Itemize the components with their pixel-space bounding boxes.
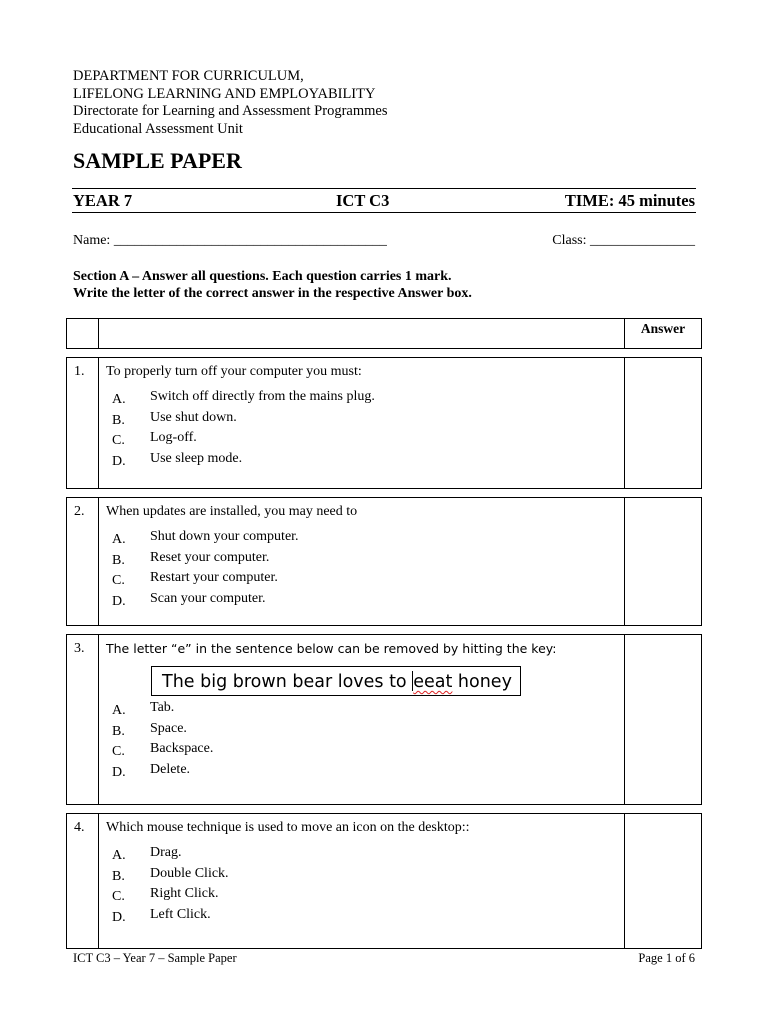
option-letter: C. — [112, 889, 125, 904]
options-list — [106, 700, 624, 782]
answer-header: Answer — [625, 319, 702, 349]
option-text: Drag. — [150, 845, 182, 860]
option-text: Switch off directly from the mains plug. — [150, 389, 375, 404]
option-item — [106, 570, 624, 591]
options-list — [106, 389, 624, 471]
table-header-row — [67, 319, 702, 349]
question-text: To properly turn off your computer you must: — [106, 364, 362, 379]
subject-label: ICT C3 — [336, 191, 390, 210]
option-item — [106, 845, 624, 866]
option-text: Space. — [150, 720, 187, 736]
page-title: SAMPLE PAPER — [73, 148, 242, 173]
option-item — [106, 886, 624, 907]
option-letter: A. — [112, 848, 126, 863]
section-line-2: Write the letter of the correct answer in the respective Answer box. — [73, 286, 472, 301]
option-item — [106, 451, 624, 472]
option-letter: D. — [112, 909, 126, 925]
exam-info-bar — [73, 191, 695, 211]
option-text: Double Click. — [150, 865, 229, 881]
question-cell — [99, 814, 625, 949]
header-line: DEPARTMENT FOR CURRICULUM, — [73, 68, 304, 84]
option-text: Delete. — [150, 761, 191, 777]
option-item — [106, 907, 624, 928]
sentence-text: honey — [452, 672, 512, 692]
option-text: Left Click. — [150, 906, 211, 922]
option-letter: B. — [112, 723, 125, 739]
header-line: Educational Assessment Unit — [73, 120, 243, 137]
question-cell — [99, 635, 625, 805]
answer-box[interactable] — [625, 814, 702, 949]
option-text: Tab. — [150, 700, 175, 715]
question-row — [67, 635, 702, 805]
question-number: 2. — [67, 498, 99, 626]
option-letter: A. — [112, 532, 126, 547]
row-gap — [67, 626, 702, 635]
question-cell — [99, 358, 625, 489]
option-letter: C. — [112, 433, 125, 448]
question-number: 3. — [67, 635, 99, 805]
header-line: LIFELONG LEARNING AND EMPLOYABILITY — [73, 85, 376, 102]
header-cell — [99, 319, 625, 349]
bottom-rule — [72, 212, 696, 213]
question-row — [67, 814, 702, 949]
option-letter: A. — [112, 392, 126, 407]
sentence-text: The big brown bear loves to — [162, 672, 413, 692]
question-row — [67, 358, 702, 489]
answer-box[interactable] — [625, 358, 702, 489]
row-gap — [67, 805, 702, 814]
name-field[interactable]: Name: _______________________________________ — [73, 233, 387, 248]
page-footer — [73, 951, 695, 967]
option-letter: D. — [112, 593, 126, 609]
option-item — [106, 550, 624, 571]
option-item — [106, 430, 624, 451]
footer-title: ICT C3 – Year 7 – Sample Paper — [73, 951, 237, 965]
option-text: Reset your computer. — [150, 549, 270, 565]
question-number: 4. — [67, 814, 99, 949]
header-line: Directorate for Learning and Assessment Programmes — [73, 103, 388, 119]
question-cell — [99, 498, 625, 626]
option-letter: A. — [112, 703, 126, 718]
option-item — [106, 529, 624, 550]
question-text: The letter “e” in the sentence below can be removed by hitting the key: — [106, 641, 557, 656]
option-text: Use shut down. — [150, 409, 237, 425]
class-field[interactable]: Class: _______________ — [552, 233, 695, 248]
option-text: Log-off. — [150, 430, 197, 445]
row-gap — [67, 489, 702, 498]
student-fields — [73, 233, 695, 251]
row-gap — [67, 349, 702, 358]
header-cell — [67, 319, 99, 349]
time-label: TIME: 45 minutes — [564, 191, 695, 210]
option-text: Use sleep mode. — [150, 450, 243, 466]
section-line-1: Section A – Answer all questions. Each question carries 1 mark. — [73, 269, 452, 284]
option-item — [106, 591, 624, 612]
sentence-box — [151, 666, 521, 696]
question-text: When updates are installed, you may need to — [106, 504, 358, 519]
option-letter: C. — [112, 573, 125, 588]
option-item — [106, 389, 624, 410]
option-letter: D. — [112, 764, 126, 780]
answer-box[interactable] — [625, 498, 702, 626]
option-letter: B. — [112, 552, 125, 568]
department-header — [73, 68, 387, 138]
option-text: Right Click. — [150, 886, 219, 901]
page-number: Page 1 of 6 — [638, 951, 695, 965]
option-item — [106, 741, 624, 762]
option-item — [106, 410, 624, 431]
options-list — [106, 529, 624, 611]
option-letter: B. — [112, 868, 125, 884]
option-text: Scan your computer. — [150, 590, 266, 606]
option-text: Shut down your computer. — [150, 529, 299, 544]
question-row — [67, 498, 702, 626]
answer-box[interactable] — [625, 635, 702, 805]
options-list — [106, 845, 624, 927]
option-letter: C. — [112, 744, 125, 759]
option-text: Restart your computer. — [150, 570, 278, 585]
question-number: 1. — [67, 358, 99, 489]
year-label: YEAR 7 — [73, 191, 133, 210]
option-letter: B. — [112, 412, 125, 428]
option-item — [106, 866, 624, 887]
misspelled-word: eeat — [413, 672, 453, 692]
option-item — [106, 721, 624, 742]
option-letter: D. — [112, 453, 126, 469]
option-item — [106, 700, 624, 721]
question-text: Which mouse technique is used to move an icon on the desktop:: — [106, 820, 470, 835]
top-rule — [72, 188, 696, 189]
question-table — [66, 318, 702, 949]
option-text: Backspace. — [150, 741, 214, 756]
option-item — [106, 762, 624, 783]
section-instructions — [73, 268, 472, 302]
